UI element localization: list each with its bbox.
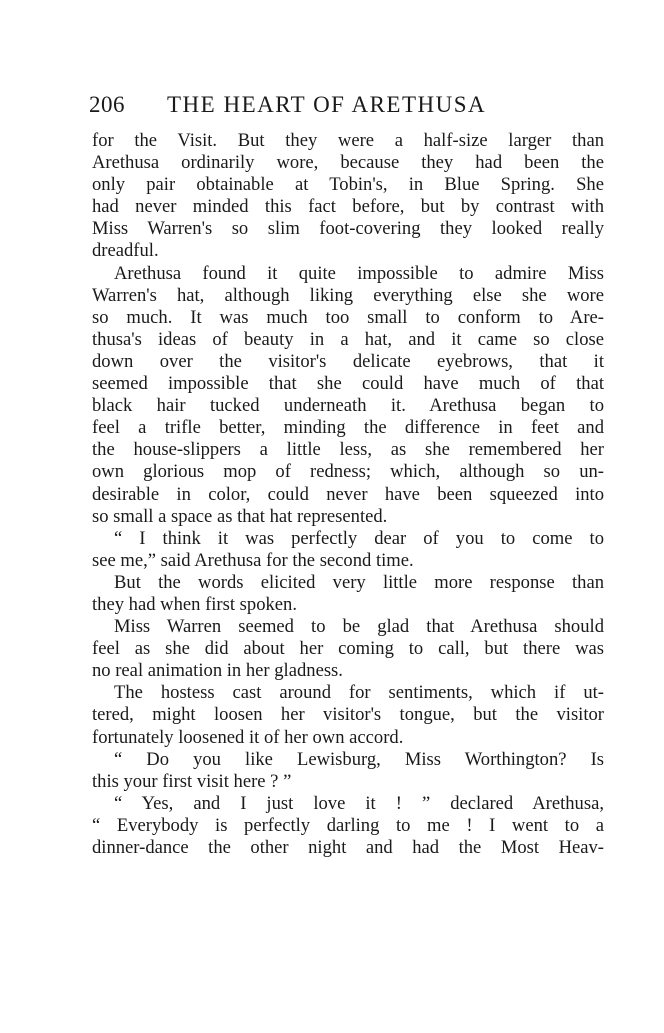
text-line: thusa's ideas of beauty in a hat, and it came so close <box>92 328 604 350</box>
text-line: tered, might loosen her visitor's tongue, but the visitor <box>92 704 604 726</box>
text-line: Arethusa ordinarily wore, because they had been the <box>92 152 604 174</box>
text-line: they had when first spoken. <box>92 593 298 615</box>
text-line: dinner-dance the other night and had the Most Heav- <box>92 837 604 858</box>
text-line: own glorious mop of redness; which, although so un- <box>92 461 604 483</box>
text-line: this your first visit here ? ” <box>92 770 292 792</box>
text-line: black hair tucked underneath it. Arethusa began to <box>92 395 604 417</box>
text-line: had never minded this fact before, but by contrast with <box>92 196 604 218</box>
text-line: so small a space as that hat represented. <box>92 505 388 527</box>
text-line: “ Yes, and I just love it ! ” declared Arethusa, <box>114 792 604 814</box>
text-line: feel as she did about her coming to call, but there was <box>92 638 604 660</box>
text-line: Warren's hat, although liking everything else she wore <box>92 284 604 306</box>
text-line: feel a trifle better, minding the difference in feet and <box>92 417 604 439</box>
book-page <box>89 92 604 859</box>
text-line: The hostess cast around for sentiments, which if ut- <box>114 682 604 704</box>
text-line: the house-slippers a little less, as she remembered her <box>92 439 604 461</box>
text-line: desirable in color, could never have been squeezed into <box>92 483 604 505</box>
text-line: seemed impossible that she could have much of that <box>92 373 604 395</box>
text-line: down over the visitor's delicate eyebrows, that it <box>92 350 604 372</box>
text-line: see me,” said Arethusa for the second time. <box>92 549 414 571</box>
body-text <box>92 130 604 859</box>
text-line: But the words elicited very little more response than <box>114 571 604 593</box>
text-line: “ I think it was perfectly dear of you to come to <box>114 527 604 549</box>
text-line: for the Visit. But they were a half-size larger than <box>92 130 604 151</box>
text-line: “ Everybody is perfectly darling to me ! I went to a <box>92 814 604 836</box>
running-head <box>89 92 604 128</box>
page-number: 206 <box>89 92 125 117</box>
text-line: dreadful. <box>92 240 159 262</box>
text-line: so much. It was much too small to conform to Are- <box>92 306 604 328</box>
text-line: Miss Warren seemed to be glad that Arethusa should <box>114 616 604 638</box>
text-line: Miss Warren's so slim foot-covering they looked really <box>92 218 604 240</box>
running-title: THE HEART OF ARETHUSA <box>167 92 487 117</box>
text-line: no real animation in her gladness. <box>92 660 343 682</box>
text-line: fortunately loosened it of her own accord. <box>92 726 404 748</box>
text-line: Arethusa found it quite impossible to admire Miss <box>114 262 604 284</box>
text-line: “ Do you like Lewisburg, Miss Worthington? Is <box>114 748 604 770</box>
text-line: only pair obtainable at Tobin's, in Blue Spring. She <box>92 174 604 196</box>
